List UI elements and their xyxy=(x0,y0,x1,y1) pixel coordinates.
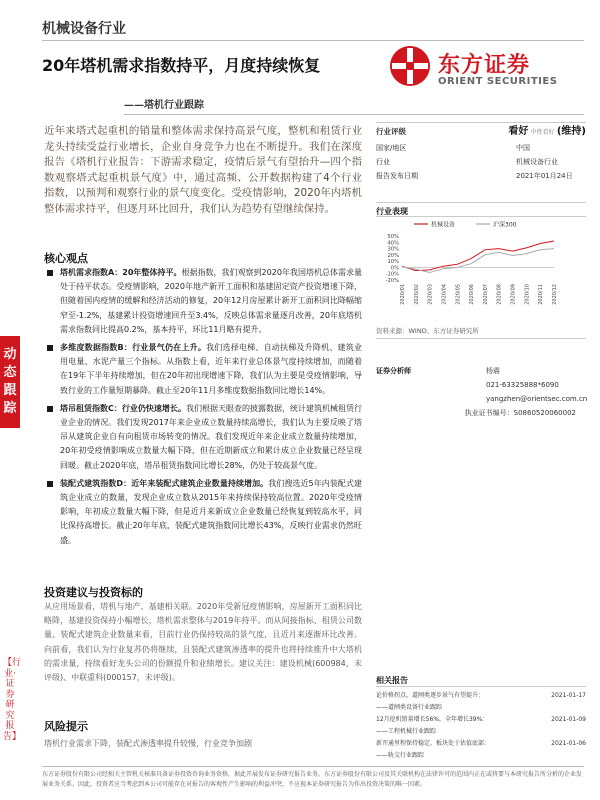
related-item[interactable] xyxy=(376,714,586,726)
report-summary: 近年来塔式起重机的销量和整体需求保持高景气度，整机和租赁行业龙头持续受益行业增长，企业自身竞争力也在不断提升。我们在深度报告《塔机行业报告：下游需求稳定，疫情后景气有望抬升—四个指数观察塔式起重机景气度》中，通过高频、公开数据构建了4个行业指数，以预判和观察行业的景气度变化。受疫情影响，2020年内塔机整体需求持平，但逐月环比回升，我们认为趋势有望继续保持。 xyxy=(44,125,362,215)
related-title[interactable]: ——轨交行业跟踪 xyxy=(376,752,425,759)
core-view-heading: 核心观点 xyxy=(44,252,88,265)
x-tick-label: 2020/03 xyxy=(427,284,434,305)
meta-label: 报告发布日期 xyxy=(376,172,418,180)
disclaimer: 东方证券股份有限公司经相关主管机关核准具备证券投资咨询业务资格，据此开展发布证券研究报告业务。东方证券股份有限公司及其关联机构在法律许可的范围内正在或将要与本研究报告所分析的企业发展业务关系。因此，投资者应当考虑到本公司可能存在对报告的客观性产生影响的利益冲突，不应视本证券研究报告为作出投资决策的唯一因素。 xyxy=(42,766,584,790)
legend-label: 沪深300 xyxy=(493,221,517,229)
series-line-沪深300 xyxy=(402,249,554,273)
y-tick-label: 40% xyxy=(387,240,399,247)
rating-current: 看好 xyxy=(508,126,529,137)
list-item xyxy=(44,341,362,398)
related-date: 2021-01-09 xyxy=(551,716,586,723)
meta-label: 国家/地区 xyxy=(376,144,407,152)
bullet-text: 我们根据天眼查的披露数据，统计建筑机械租赁行业企业的情况。我们发现2017年来企业成立数量持续高增长，我们认为主要反映了塔吊从建筑企业自有向租赁市场转变的情况。我们发现近年来企业成立数量持续增加，20年初受疫情影响成立数量大幅下降，但在近期新成立和累计成立企业数量已经呈现回暖。截止2020年底，塔吊租赁指数同比增长28%，仍处于较高景气度。 xyxy=(60,403,363,470)
industry-label: 机械设备行业 xyxy=(42,21,126,37)
bullet-lead: 装配式建筑指数D：近年来装配式建筑企业数量持续增加。 xyxy=(60,478,269,488)
y-tick-label: 50% xyxy=(387,234,399,240)
risk-text: 塔机行业需求下降，装配式渗透率提升较慢，行业竞争加剧 xyxy=(44,739,252,748)
analyst-info xyxy=(464,364,596,420)
logo-chinese-name: 东方证券 xyxy=(438,53,531,78)
industry-performance-chart xyxy=(376,218,586,318)
y-tick-label: 30% xyxy=(387,246,399,253)
investment-text: 从应用场景看，塔机与地产、基建相关联。2020年受新冠疫情影响，房屋新开工面积同比略降，基建投资保持小幅增长，塔机需求整体与2019年持平。而从间接指标、租赁公司数量、装配式建筑企业数量来看，目前行业仍保持较高的景气度，且近月来逐渐环比改善。向前看，我们认为行业复苏仍将继续，且装配式建筑渗透率的提升也将持续推升中大塔机的需求量，持续看好龙头公司的份额提升和业绩增长。建议关注：建设机械(600984，未评级)、中联重科(000157，未评级)。 xyxy=(44,602,362,683)
risk-heading: 风险提示 xyxy=(44,720,88,733)
analyst-name: 杨震 xyxy=(486,367,500,375)
legend-label: 机械设备 xyxy=(431,221,456,229)
bullet-lead: 塔机需求指数A：20年整体持平。 xyxy=(60,268,182,277)
logo-english-name: ORIENT SECURITIES xyxy=(438,76,558,87)
title-divider xyxy=(124,114,584,115)
page-title: 20年塔机需求指数持平，月度持续恢复 xyxy=(42,56,321,75)
rating-block xyxy=(376,124,586,183)
bullet-square-icon xyxy=(47,270,53,276)
x-tick-label: 2020/12 xyxy=(552,284,558,305)
side-report-type: 【行业·证券研究报告】 xyxy=(3,658,22,742)
x-tick-label: 2020/09 xyxy=(510,284,517,305)
bullet-text: 我们搜选近5年内装配式建筑企业成立的数量，发现企业成立数从2015年来持续保持较高位置。2020年受疫情影响，年初成立数量大幅下降，但是近月来新成立企业数量已经恢复到较高水平，同比保持高增长。截止20年年底，装配式建筑指数同比增长43%，反映行业需求仍然旺盛。 xyxy=(60,478,362,545)
chart-top-divider xyxy=(376,202,586,203)
bullet-square-icon xyxy=(47,406,53,412)
side-tab-dynamic-tracking: 动态跟踪 xyxy=(0,336,20,428)
page-subtitle: ——塔机行业跟踪 xyxy=(124,100,204,111)
bullet-text: 根据指数，我们观察到2020年我国塔机总体需求量处于持平状态。受疫情影响，2020年地产新开工面积和基建固定资产投资增速下降，但随着国内疫情的缓解和经济活动的修复，20年12月房屋累计新开工面积同比降幅缩窄至-1.2%，基建累计投资增速回升至3.4%，反映总体需求量逐月改善，20年底塔机需求指数同比提高0.2%，基本持平，环比11月略有提升。 xyxy=(60,268,363,334)
related-title[interactable]: 12月挖机销量增长56%，全年增长39%： xyxy=(376,716,489,723)
related-date: 2021-01-06 xyxy=(551,740,586,747)
x-tick-label: 2020/08 xyxy=(496,284,503,305)
meta-label: 行业 xyxy=(376,158,390,166)
y-tick-label: 10% xyxy=(387,259,399,266)
rating-label: 行业评级 xyxy=(376,127,406,136)
list-item xyxy=(44,402,362,473)
meta-value: 2021年01月24日 xyxy=(516,172,573,180)
related-title[interactable]: ——工程机械行业跟踪 xyxy=(376,728,437,735)
y-tick-label: -10% xyxy=(385,271,399,278)
x-tick-label: 2020/11 xyxy=(538,284,545,305)
chart-title: 行业表现 xyxy=(376,207,408,216)
related-item[interactable] xyxy=(376,690,586,702)
y-tick-label: 20% xyxy=(387,252,399,259)
x-tick-label: 2020/02 xyxy=(413,284,420,305)
related-title[interactable]: 新开通里程保持稳定，板块处于估值底部： xyxy=(376,740,491,747)
x-tick-label: 2020/01 xyxy=(400,284,406,305)
bullet-text: 我们选择电梯、自动扶梯及升降机、建筑业用电量、水泥产量三个指标。从指数上看，近年来行业总体景气度持续增加，而随着在19年下半年持续增加，但在20年初出现增速下降，我们认为主要是受疫情影响，导致行业的工作量短期暴降。截止至20年11月多维度数据指数同比增长14%。 xyxy=(60,343,362,395)
y-tick-label: 0% xyxy=(390,265,399,272)
core-view-list xyxy=(44,266,362,548)
related-item[interactable] xyxy=(376,702,586,714)
x-tick-label: 2020/07 xyxy=(482,284,489,305)
list-item xyxy=(44,266,362,337)
chart-source: 资料来源：WIND、东方证券研究所 xyxy=(376,327,479,335)
list-item xyxy=(44,477,362,548)
investment-heading: 投资建议与投资标的 xyxy=(44,586,143,599)
analyst-cert: 执业证书编号：S0860520060002 xyxy=(464,409,576,417)
series-line-机械设备 xyxy=(402,241,554,271)
meta-top-divider xyxy=(376,122,586,123)
rating-row xyxy=(376,124,586,141)
bullet-square-icon xyxy=(47,481,53,487)
related-list xyxy=(376,690,586,762)
chart-bottom-divider xyxy=(376,338,586,339)
meta-value: 中国 xyxy=(516,144,530,152)
orient-securities-logo xyxy=(388,42,588,102)
orient-logo-icon xyxy=(388,44,432,88)
chart-title-underline xyxy=(376,216,586,217)
x-tick-label: 2020/10 xyxy=(524,284,531,305)
related-item[interactable] xyxy=(376,738,586,750)
related-item[interactable] xyxy=(376,750,586,762)
related-title[interactable]: ——道闸类设备行业跟踪 xyxy=(376,704,443,711)
related-divider xyxy=(376,686,586,687)
header-divider xyxy=(42,40,584,41)
related-title[interactable]: 论价格拐点，道闸类逐步景气有望提升： xyxy=(376,692,485,699)
analyst-role: 证券分析师 xyxy=(376,367,411,375)
related-date: 2021-01-17 xyxy=(551,692,586,699)
analyst-phone: 021-63325888*6090 xyxy=(486,381,559,389)
rating-previous: 中性看好 xyxy=(530,129,555,136)
x-tick-label: 2020/05 xyxy=(455,284,462,305)
bullet-lead: 多维度数据指数B：行业景气仍在上升。 xyxy=(60,343,207,353)
meta-row xyxy=(376,155,586,169)
analyst-email[interactable]: yangzhen@orientsec.com.cn xyxy=(486,395,588,403)
bullet-lead: 塔吊租赁指数C：行业仍快速增长。 xyxy=(60,403,186,413)
meta-row xyxy=(376,141,586,155)
x-tick-label: 2020/04 xyxy=(441,284,448,305)
meta-row xyxy=(376,169,586,183)
rating-value xyxy=(508,124,586,141)
rating-maintain: (维持) xyxy=(556,126,586,137)
y-tick-label: -20% xyxy=(385,278,399,284)
x-tick-label: 2020/06 xyxy=(469,284,476,305)
related-item[interactable] xyxy=(376,726,586,738)
bullet-square-icon xyxy=(47,345,53,351)
meta-value: 机械设备行业 xyxy=(516,158,558,166)
related-heading: 相关报告 xyxy=(376,676,408,685)
